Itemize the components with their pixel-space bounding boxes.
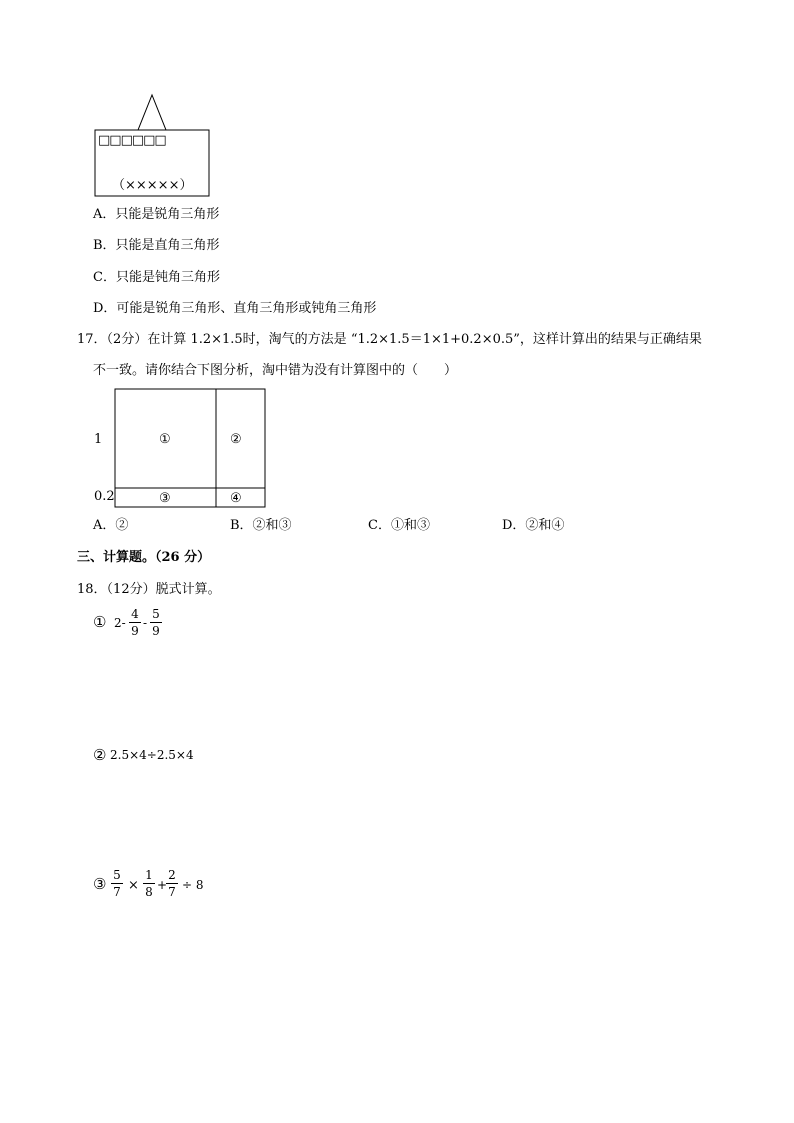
q18-item3-fraction-2 — [143, 869, 155, 898]
q17-option-b: B．②和③ — [230, 518, 292, 533]
q18-item1-fraction-2 — [150, 608, 162, 637]
fraction-bar — [111, 883, 123, 884]
q16-option-a: A．只能是锐角三角形 — [93, 207, 220, 222]
fraction-bar — [129, 622, 141, 623]
q18-item3-fraction-1 — [111, 869, 123, 898]
q18-item3-marker: ③ — [93, 875, 107, 893]
q18-item1-marker: ① — [93, 613, 107, 631]
q18-item3-fraction-3 — [166, 869, 178, 898]
region-3: ③ — [159, 491, 171, 506]
q18-item3-op2: + — [157, 878, 168, 892]
fraction-bar — [143, 883, 155, 884]
region-1: ① — [159, 432, 171, 447]
region-2: ② — [230, 432, 242, 447]
section-3-title: 三、计算题。（26 分） — [77, 550, 211, 565]
area-outer-rect — [115, 389, 265, 507]
q17-option-a: A．② — [93, 518, 129, 533]
fraction-bar — [150, 622, 162, 623]
q18-item1-lead: 2- — [114, 616, 126, 630]
q17-line2: 不一致。请你结合下图分析，淘中错为没有计算图中的（ ） — [93, 363, 458, 378]
q18-item3-tail: ÷ 8 — [182, 878, 204, 892]
region-4: ④ — [230, 491, 242, 506]
q18-item1-fraction-1 — [129, 608, 141, 637]
q16-option-d: D．可能是锐角三角形、直角三角形或钝角三角形 — [93, 301, 377, 316]
q18-item2-marker: ② — [93, 746, 107, 764]
q16-option-b: B．只能是直角三角形 — [93, 238, 220, 253]
fraction-denominator: 9 — [152, 624, 160, 638]
fraction-denominator: 8 — [145, 885, 153, 899]
fraction-numerator: 1 — [145, 868, 153, 882]
figure-squares: □□□□□□ — [98, 133, 166, 148]
q17-line1: 17．（2分）在计算 1.2×1.5时，淘气的方法是 “1.2×1.5＝1×1+0.2×0.5”，这样计算出的结果与正确结果 — [77, 332, 702, 347]
diagram-label-02: 0.2 — [94, 489, 115, 504]
q17-option-d: D．②和④ — [502, 518, 565, 533]
figure-crosses: （×××××） — [112, 178, 193, 193]
fraction-denominator: 9 — [131, 624, 139, 638]
q18-item2-expr: 2.5×4÷2.5×4 — [110, 748, 194, 762]
fraction-numerator: 5 — [152, 607, 160, 621]
fraction-bar — [166, 883, 178, 884]
fraction-denominator: 7 — [113, 885, 121, 899]
q18-item3-op1: × — [128, 878, 139, 893]
q17-option-c: C．①和③ — [368, 518, 430, 533]
fraction-numerator: 5 — [113, 868, 121, 882]
diagram-label-1: 1 — [94, 432, 103, 447]
fraction-numerator: 2 — [168, 868, 176, 882]
q18-item1-op: - — [143, 616, 148, 630]
q16-option-c: C．只能是钝角三角形 — [93, 270, 220, 285]
q18-header: 18．（12分）脱式计算。 — [77, 582, 221, 597]
fraction-denominator: 7 — [168, 885, 176, 899]
fraction-numerator: 4 — [131, 607, 139, 621]
